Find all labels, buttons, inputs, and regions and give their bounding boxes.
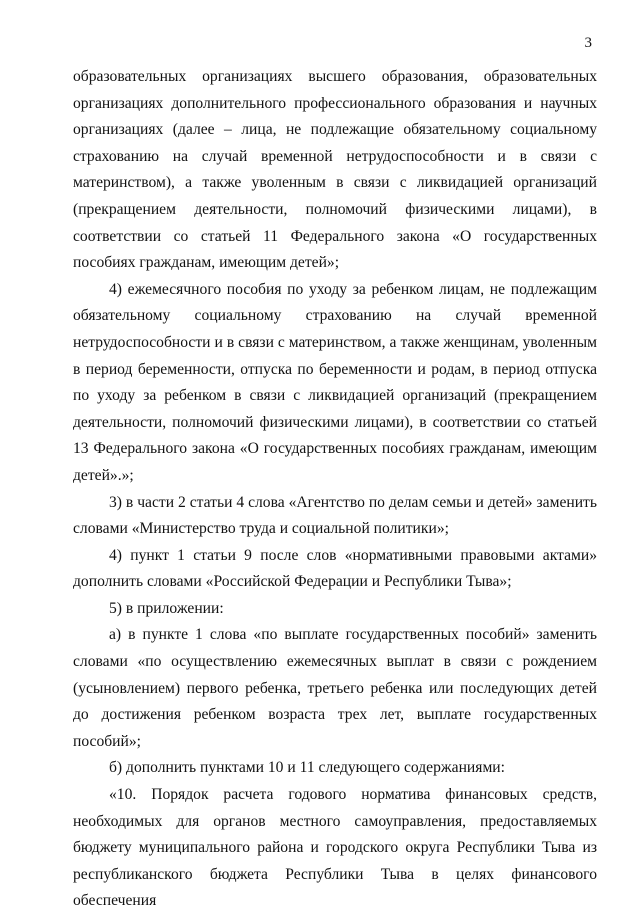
paragraph-subitem-a: а) в пункте 1 слова «по выплате государственных пособий» заменить словами «по осуществлению ежемесячных выплат в связи с рождением (усыновлением) первого ребенка, третьего ребенка или последующих детей до достижения ребенком возраста трех лет, выплате государственных пособий»;: [73, 626, 597, 750]
paragraph-subitem-b: б) дополнить пунктами 10 и 11 следующего содержаниями:: [109, 759, 505, 777]
paragraph-item-10: «10. Порядок расчета годового норматива финансовых средств, необходимых для органов местного самоуправления, предоставляемых бюджету муниципального района и городского округа Республики Тыва из республиканского бюджета Республики Тыва в целях финансового обеспечения: [73, 786, 597, 910]
paragraph-item-5: 5) в приложении:: [109, 599, 224, 617]
paragraph-item-4: 4) пункт 1 статьи 9 после слов «нормативными правовыми актами» дополнить словами «Российской Федерации и Республики Тыва»;: [73, 546, 597, 591]
page-number: 3: [584, 35, 592, 51]
paragraph-continuation: образовательных организациях высшего образования, образовательных организациях дополнительного профессионального образования и научных организациях (далее – лица, не подлежащие обязательному социальному страхованию на случай временной нетрудоспособности и в связи с материнством), а также уволенным в связи с ликвидацией организаций (прекращением деятельности, полномочий физическими лицами), в соответствии со статьей 11 Федерального закона «О государственных пособиях гражданам, имеющим детей»;: [73, 68, 597, 272]
document-body: [73, 64, 597, 915]
paragraph-item-3: 3) в части 2 статьи 4 слова «Агентство по делам семьи и детей» заменить словами «Министерство труда и социальной политики»;: [73, 493, 597, 538]
paragraph-item-4-allowance: 4) ежемесячного пособия по уходу за ребенком лицам, не подлежащим обязательному социальному страхованию на случай временной нетрудоспособности и в связи с материнством, а также женщинам, уволенным в период беременности, отпуска по беременности и родам, в период отпуска по уходу за ребенком в связи с ликвидацией организаций (прекращением деятельности, полномочий физическими лицами), в соответствии со статьей 13 Федерального закона «О государственных пособиях гражданам, имеющим детей».»;: [73, 280, 597, 484]
